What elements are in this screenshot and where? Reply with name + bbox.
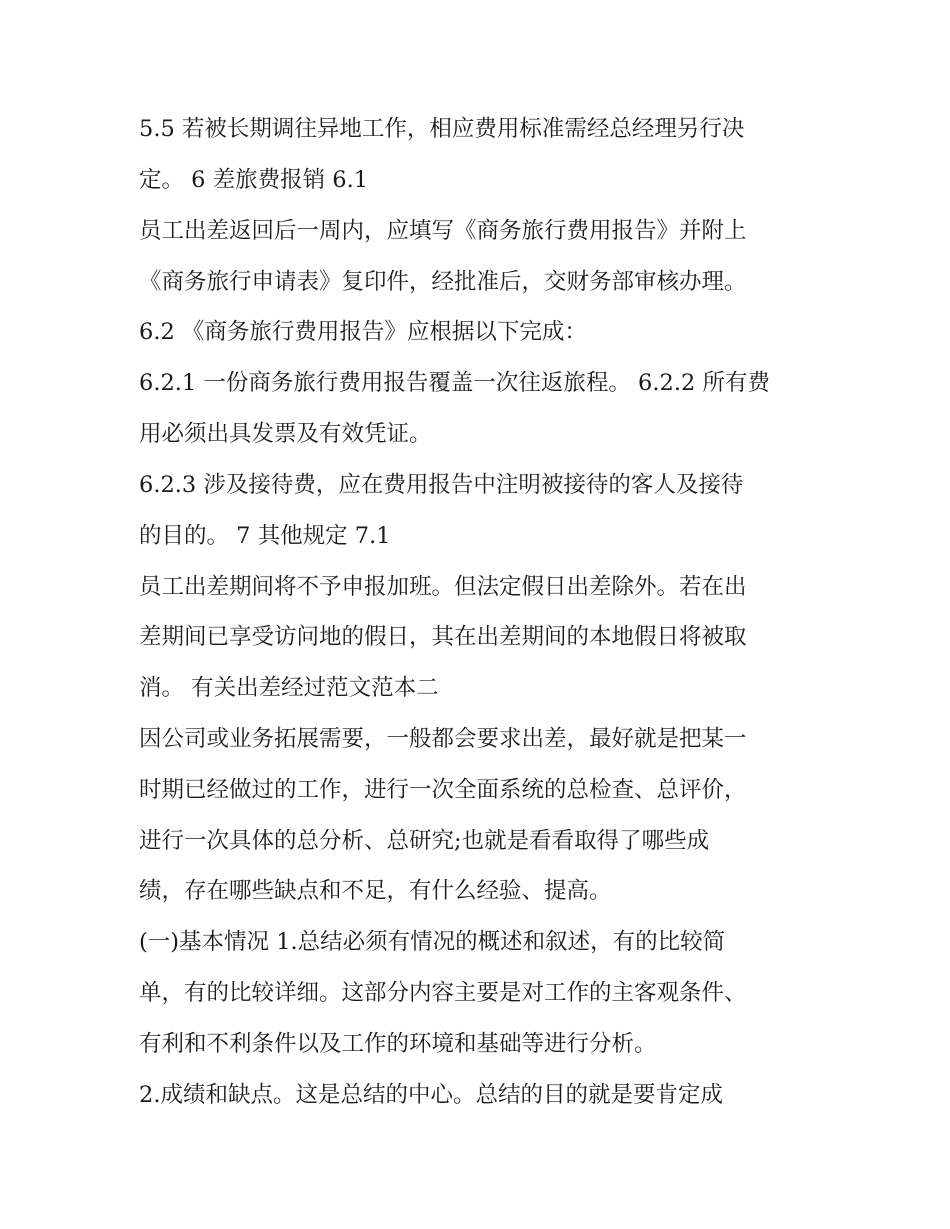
text-line: 2.成绩和缺点。这是总结的中心。总结的目的就是要肯定成 (139, 1082, 723, 1108)
text-line: 6.2 《商务旅行费用报告》应根据以下完成： (139, 319, 587, 345)
text-line: 进行一次具体的总分析、总研究;也就是看看取得了哪些成 (139, 828, 710, 854)
text-line: 单，有的比较详细。这部分内容主要是对工作的主客观条件、 (139, 980, 747, 1006)
text-line: 5.5 若被长期调往异地工作，相应费用标准需经总经理另行决 (139, 116, 745, 142)
text-line: 消。 有关出差经过范文范本二 (139, 675, 439, 701)
text-line: 6.2.1 一份商务旅行费用报告覆盖一次往返旅程。 6.2.2 所有费 (139, 370, 770, 396)
text-line: (一)基本情况 1.总结必须有情况的概述和叙述，有的比较简 (139, 929, 726, 955)
text-line: 差期间已享受访问地的假日，其在出差期间的本地假日将被取 (139, 624, 747, 650)
text-line: 的目的。 7 其他规定 7.1 (139, 523, 391, 549)
text-line: 员工出差返回后一周内，应填写《商务旅行费用报告》并附上 (139, 218, 747, 244)
text-line: 因公司或业务拓展需要，一般都会要求出差，最好就是把某一 (139, 726, 747, 752)
text-line: 有利和不利条件以及工作的环境和基础等进行分析。 (139, 1031, 657, 1057)
text-line: 《商务旅行申请表》复印件，经批准后，交财务部审核办理。 (139, 269, 747, 295)
text-line: 定。 6 差旅费报销 6.1 (139, 167, 369, 193)
text-line: 时期已经做过的工作，进行一次全面系统的总检查、总评价， (139, 777, 747, 803)
text-line: 用必须出具发票及有效凭证。 (139, 421, 432, 447)
text-line: 员工出差期间将不予申报加班。但法定假日出差除外。若在出 (139, 574, 747, 600)
text-line: 绩，存在哪些缺点和不足，有什么经验、提高。 (139, 878, 612, 904)
text-line: 6.2.3 涉及接待费，应在费用报告中注明被接待的客人及接待 (139, 472, 744, 498)
